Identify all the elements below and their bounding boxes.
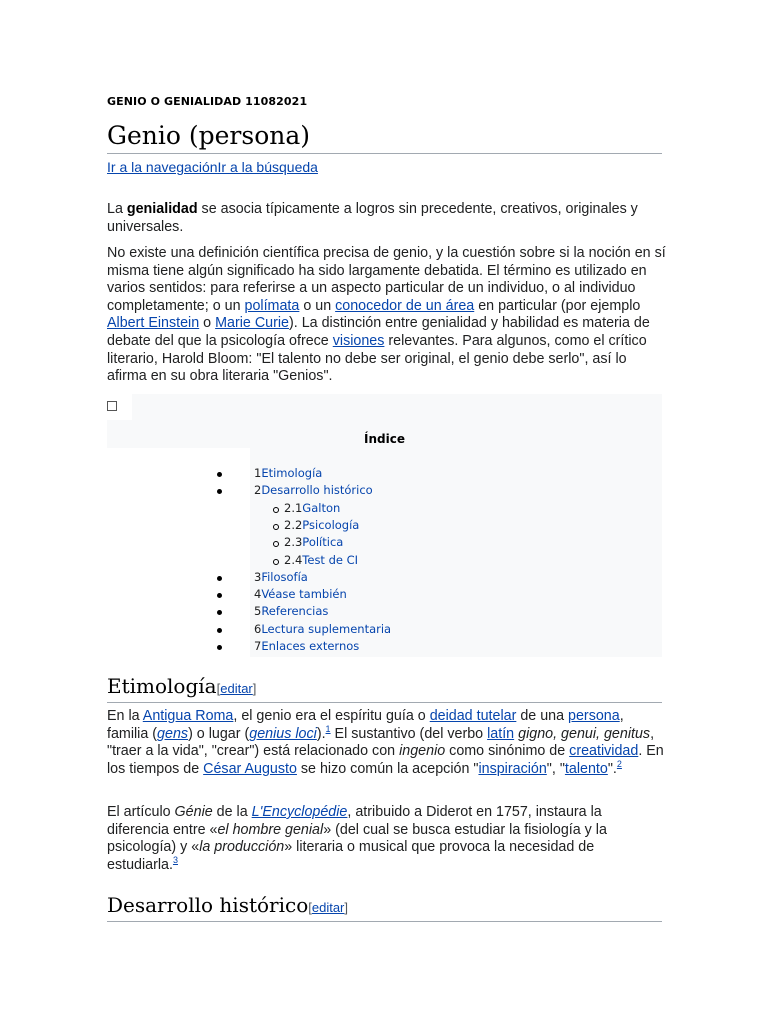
reference-2[interactable]: 2 xyxy=(616,759,622,770)
toc-margin xyxy=(107,448,250,657)
toc-label[interactable]: Test de CI xyxy=(302,552,359,567)
etimologia-paragraph-2 xyxy=(107,804,667,874)
text: ", " xyxy=(546,760,565,777)
italic-text: Génie xyxy=(174,804,213,820)
text: ). La distinción entre genialidad y habilidad es materia de debate del que la psicología ofrece xyxy=(107,315,650,349)
italic-text: gigno, genui, genitus xyxy=(518,725,651,742)
link-genius-loci[interactable]: genius loci xyxy=(249,725,317,742)
text: se asocia típicamente a logros sin precedente, creativos, originales y universales. xyxy=(107,201,638,235)
table-of-contents xyxy=(107,394,662,657)
toc-label[interactable]: Galton xyxy=(302,500,341,515)
text: relevantes. Para algunos, como el crítico literario, Harold Bloom: "El talento no debe ser original, el genio debe serlo", así lo afirma en su obra literaria "Genios". xyxy=(107,332,647,385)
toc-bullet-icon xyxy=(217,645,222,650)
text: El sustantivo (del verbo xyxy=(330,725,488,742)
link-einstein[interactable]: Albert Einstein xyxy=(107,315,200,332)
text: ). xyxy=(316,725,326,742)
document-header: GENIO O GENIALIDAD 11082021 xyxy=(107,95,308,108)
toc-label[interactable]: Lectura suplementaria xyxy=(261,621,392,636)
text: ". xyxy=(607,760,617,777)
etimologia-paragraph-1 xyxy=(107,708,667,778)
bracket: ] xyxy=(252,681,257,696)
toc-toggle-checkbox[interactable] xyxy=(107,401,117,411)
link-talento[interactable]: talento xyxy=(564,760,608,777)
toc-number: 2.3 xyxy=(284,535,303,550)
text: En la xyxy=(107,708,143,724)
toc-number: 7 xyxy=(254,639,262,653)
text: La xyxy=(107,201,127,217)
text: o un xyxy=(299,297,336,314)
text: , el genio era el espíritu guía o xyxy=(233,708,430,724)
link-persona[interactable]: persona xyxy=(568,708,620,724)
toc-number: 2 xyxy=(254,483,262,498)
link-polimata[interactable]: polímata xyxy=(244,297,300,314)
link-encyclopedie[interactable]: L'Encyclopédie xyxy=(251,804,348,820)
edit-section xyxy=(308,900,348,915)
toc-number: 4 xyxy=(254,587,262,602)
toc-item[interactable] xyxy=(254,604,328,618)
toc-sub-bullet-icon xyxy=(273,541,279,547)
text: de una xyxy=(516,708,569,724)
toc-bullet-icon xyxy=(217,628,222,633)
toc-title: Índice xyxy=(364,432,405,446)
jump-link-search[interactable]: Ir a la búsqueda xyxy=(217,159,318,175)
text: de la xyxy=(212,804,252,820)
text: . En los tiempos de xyxy=(107,743,664,777)
toc-sub-bullet-icon xyxy=(273,559,279,565)
link-latin[interactable]: latín xyxy=(487,725,515,742)
toc-item[interactable] xyxy=(284,553,358,567)
toc-number: 3 xyxy=(254,569,262,584)
section-heading-desarrollo xyxy=(107,892,662,922)
toc-number: 1 xyxy=(254,466,262,480)
text: en particular (por ejemplo xyxy=(474,297,641,314)
bracket: ] xyxy=(344,900,349,915)
italic-text: el hombre genial xyxy=(217,821,324,838)
reference-1[interactable]: 1 xyxy=(325,723,331,734)
toc-number: 5 xyxy=(254,604,262,619)
link-curie[interactable]: Marie Curie xyxy=(215,315,289,332)
text: No existe una definición científica precisa de genio, y la cuestión sobre si la noción en sí misma tiene algún significado ha sido largamente debatida. El término es utilizado en varios sentidos: para referirse a un aspecto particular de un individuo, o al individuo completamente; o un xyxy=(107,245,666,314)
jump-links xyxy=(107,157,318,177)
toc-label[interactable]: Psicología xyxy=(302,517,360,532)
text: ) o lugar ( xyxy=(188,725,250,742)
text: » literaria o musical que provoca la necesidad de estudiarla. xyxy=(107,839,595,873)
text: , atribuido a Diderot en 1757, instaura la diferencia entre « xyxy=(107,804,602,838)
text: como sinónimo de xyxy=(445,743,570,760)
text: se hizo común la acepción " xyxy=(296,760,479,777)
toc-sub-bullet-icon xyxy=(273,524,279,530)
intro-paragraph-1 xyxy=(107,201,667,236)
edit-section xyxy=(217,681,257,696)
text: El artículo xyxy=(107,804,175,820)
toc-bullet-icon xyxy=(217,472,222,477)
toc-item[interactable] xyxy=(254,483,373,497)
toc-label[interactable]: Desarrollo histórico xyxy=(261,483,373,498)
toc-item[interactable] xyxy=(284,535,343,549)
text: » (del cual se busca estudiar la fisiología y la psicología) y « xyxy=(107,821,607,856)
edit-link[interactable]: editar xyxy=(220,681,253,696)
text: , familia ( xyxy=(107,708,624,742)
toc-label[interactable]: Política xyxy=(302,535,344,550)
toc-number: 6 xyxy=(254,621,262,636)
jump-link-navigation[interactable]: Ir a la navegación xyxy=(107,159,218,175)
italic-text: ingenio xyxy=(399,743,446,760)
link-cesar-augusto[interactable]: César Augusto xyxy=(203,760,297,777)
link-inspiracion[interactable]: inspiración xyxy=(478,760,547,777)
text: o xyxy=(199,315,216,332)
toc-item[interactable] xyxy=(254,639,359,653)
link-antigua-roma[interactable]: Antigua Roma xyxy=(142,708,234,724)
text: , "traer a la vida", "crear") está relacionado con xyxy=(107,725,655,760)
link-conocedor[interactable]: conocedor de un área xyxy=(335,297,475,314)
section-title: Desarrollo histórico xyxy=(107,893,309,917)
toc-item[interactable] xyxy=(254,587,347,601)
toc-item[interactable] xyxy=(284,501,340,515)
edit-link[interactable]: editar xyxy=(311,900,345,915)
link-deidad-tutelar[interactable]: deidad tutelar xyxy=(429,708,517,724)
link-creatividad[interactable]: creatividad xyxy=(569,743,639,760)
toc-label[interactable]: Enlaces externos xyxy=(261,639,360,653)
reference-3[interactable]: 3 xyxy=(172,855,178,866)
toc-label[interactable]: Referencias xyxy=(261,604,329,619)
link-gens[interactable]: gens xyxy=(157,725,189,742)
toc-item[interactable] xyxy=(254,622,391,636)
toc-item[interactable] xyxy=(284,518,359,532)
intro-paragraph-2 xyxy=(107,245,667,386)
toc-label[interactable]: Filosofía xyxy=(261,569,308,584)
section-heading-etimologia xyxy=(107,673,662,703)
italic-text: la producción xyxy=(199,839,285,856)
toc-bullet-icon xyxy=(217,576,222,581)
toc-number: 2.4 xyxy=(284,552,303,567)
bold-term: genialidad xyxy=(126,201,198,217)
bracket: [ xyxy=(216,681,221,696)
bracket: [ xyxy=(308,900,312,915)
link-visiones[interactable]: visiones xyxy=(332,332,385,349)
toc-item[interactable] xyxy=(254,570,308,584)
toc-label[interactable]: Etimología xyxy=(261,466,323,480)
toc-number: 2.2 xyxy=(284,517,303,532)
toc-number: 2.1 xyxy=(284,500,303,515)
toc-sub-bullet-icon xyxy=(273,507,279,513)
section-title: Etimología xyxy=(107,674,217,698)
toc-label[interactable]: Véase también xyxy=(261,587,347,602)
page-title: Genio (persona) xyxy=(107,120,662,154)
toc-item[interactable] xyxy=(254,466,322,480)
